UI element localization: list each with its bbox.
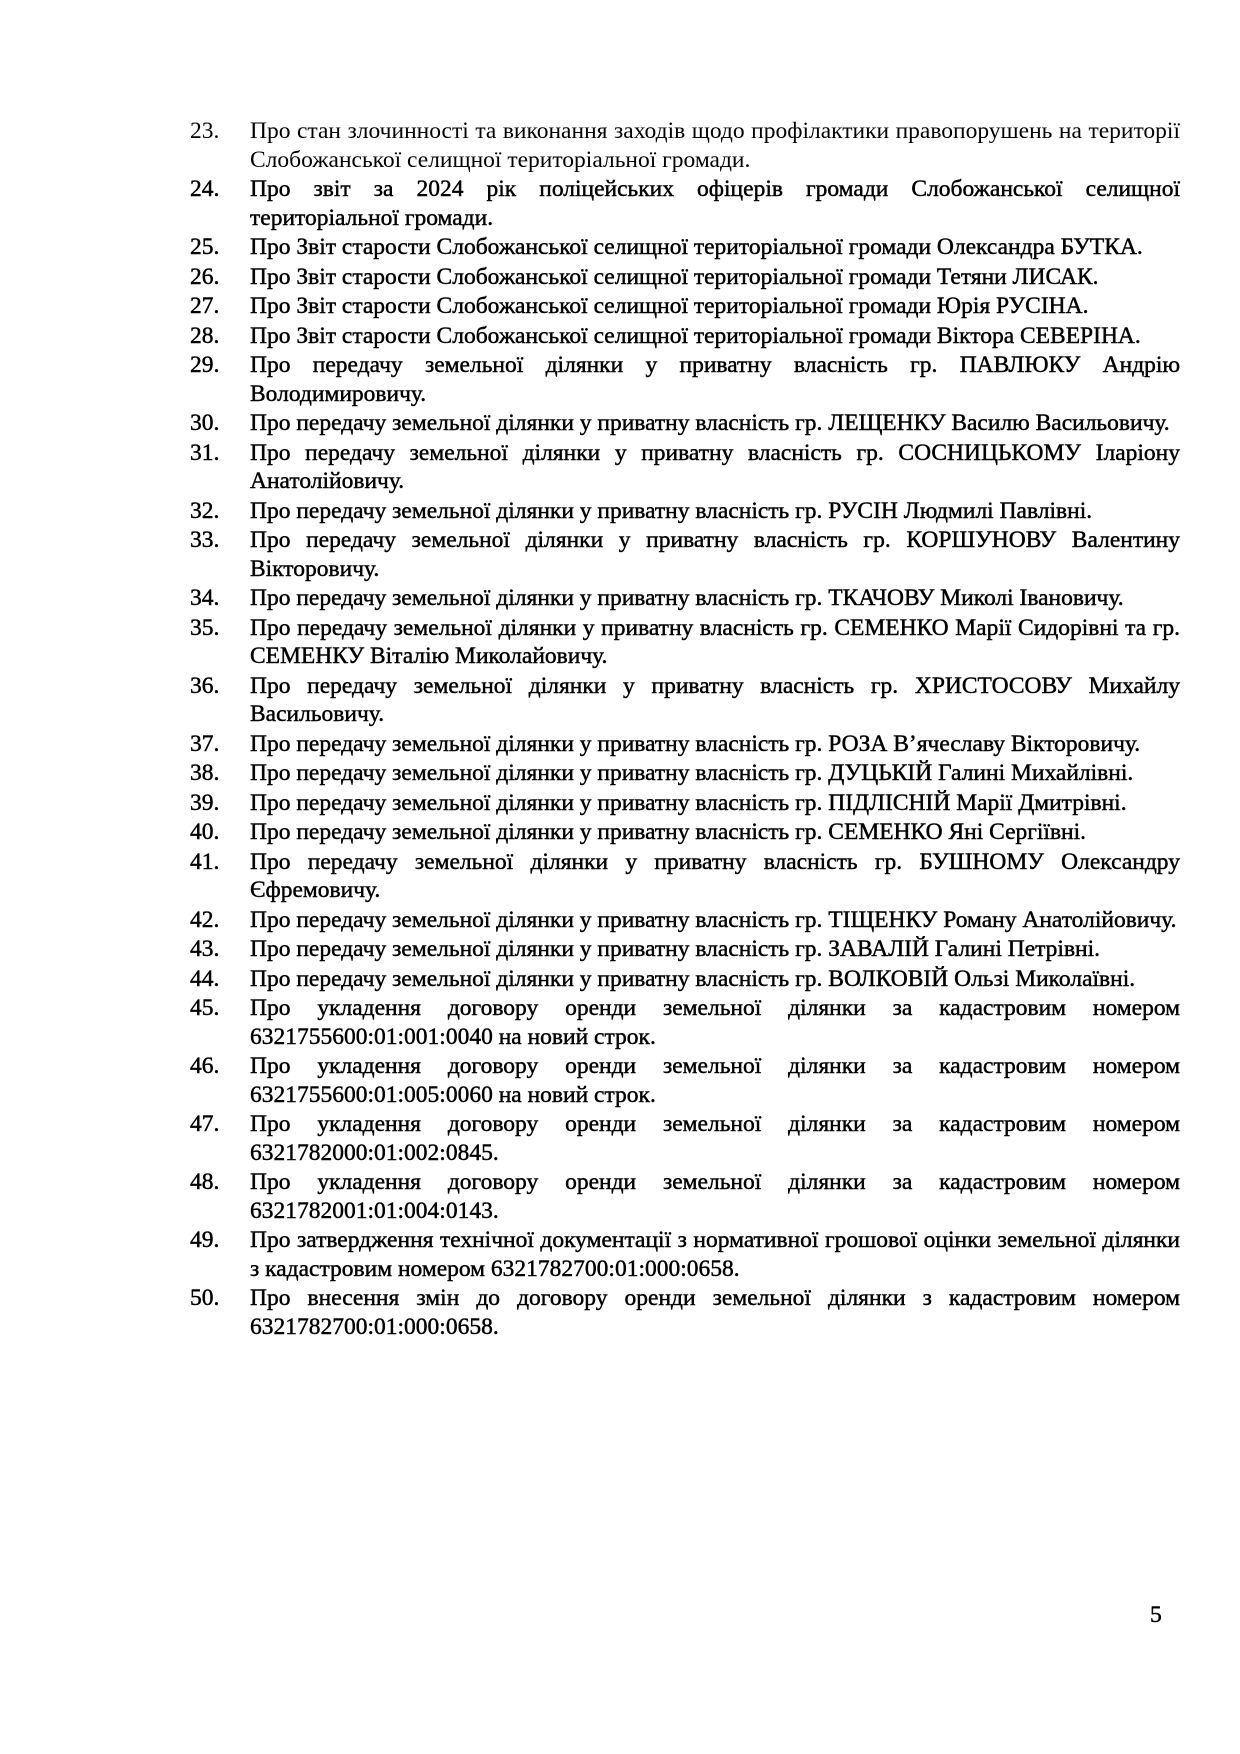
item-text: Про передачу земельної ділянки у приватну власність гр. ЗАВАЛІЙ Галині Петрівні. bbox=[250, 936, 1101, 962]
item-number: 37. bbox=[190, 730, 220, 757]
item-number: 41. bbox=[190, 848, 220, 875]
item-text: Про передачу земельної ділянки у приватну власність гр. ПІДЛІСНІЙ Марії Дмитрівні. bbox=[250, 789, 1127, 816]
item-text: Про передачу земельної ділянки у приватну власність гр. СЕМЕНКО Марії Сидорівні та гр. СЕМЕНКУ Віталію Миколайовичу. bbox=[250, 614, 1180, 669]
agenda-item bbox=[190, 117, 1180, 174]
item-number: 40. bbox=[190, 819, 220, 845]
item-text: Про передачу земельної ділянки у приватну власність гр. ТІЩЕНКУ Роману Анатолійовичу. bbox=[250, 906, 1177, 933]
agenda-item bbox=[190, 292, 1180, 321]
agenda-item bbox=[190, 351, 1180, 408]
item-number: 42. bbox=[190, 906, 220, 933]
item-text: Про стан злочинності та виконання заходів щодо профілактики правопорушень на території Слобожанської селищної територіальної громади. bbox=[250, 118, 1180, 173]
agenda-item bbox=[190, 848, 1180, 905]
item-number: 47. bbox=[190, 1111, 220, 1137]
item-number: 50. bbox=[190, 1285, 220, 1311]
item-text: Про Звіт старости Слобожанської селищної територіальної громади Віктора СЕВЕРІНА. bbox=[250, 322, 1141, 349]
item-number: 31. bbox=[190, 439, 220, 466]
item-text: Про передачу земельної ділянки у приватну власність гр. ЛЕЩЕНКУ Василю Васильовичу. bbox=[250, 410, 1170, 436]
item-number: 34. bbox=[190, 585, 220, 611]
agenda-item bbox=[190, 1110, 1180, 1167]
item-text: Про передачу земельної ділянки у приватну власність гр. СЕМЕНКО Яні Сергіївні. bbox=[250, 819, 1087, 845]
item-number: 29. bbox=[190, 352, 220, 378]
item-number: 43. bbox=[190, 936, 220, 962]
item-text: Про передачу земельної ділянки у приватну власність гр. КОРШУНОВУ Валентину Вікторовичу. bbox=[250, 527, 1180, 582]
item-text: Про передачу земельної ділянки у приватну власність гр. ХРИСТОСОВУ Михайлу Васильовичу. bbox=[250, 672, 1180, 727]
agenda-item bbox=[190, 672, 1180, 729]
agenda-item bbox=[190, 1226, 1180, 1283]
agenda-item bbox=[190, 322, 1180, 351]
item-number: 30. bbox=[190, 410, 220, 436]
agenda-item bbox=[190, 818, 1180, 847]
item-text: Про передачу земельної ділянки у приватну власність гр. РОЗА В’ячеславу Вікторовичу. bbox=[250, 730, 1141, 757]
item-number: 44. bbox=[190, 965, 220, 992]
item-text: Про Звіт старости Слобожанської селищної територіальної громади Тетяни ЛИСАК. bbox=[250, 263, 1099, 290]
agenda-item bbox=[190, 1284, 1180, 1341]
agenda-item bbox=[190, 906, 1180, 935]
item-text: Про передачу земельної ділянки у приватну власність гр. ТКАЧОВУ Миколі Івановичу. bbox=[250, 585, 1124, 611]
item-number: 46. bbox=[190, 1053, 220, 1079]
agenda-item bbox=[190, 526, 1180, 583]
agenda-item bbox=[190, 497, 1180, 526]
agenda-item bbox=[190, 175, 1180, 232]
item-text: Про передачу земельної ділянки у приватну власність гр. ПАВЛЮКУ Андрію Володимировичу. bbox=[250, 352, 1180, 407]
item-text: Про передачу земельної ділянки у приватну власність гр. ВОЛКОВІЙ Ользі Миколаївні. bbox=[250, 965, 1136, 992]
item-text: Про Звіт старости Слобожанської селищної територіальної громади Юрія РУСІНА. bbox=[250, 293, 1089, 319]
item-text: Про укладення договору оренди земельної ділянки за кадастровим номером 6321782000:01:002:0845. bbox=[250, 1111, 1180, 1166]
agenda-item bbox=[190, 759, 1180, 788]
item-number: 25. bbox=[190, 234, 220, 260]
agenda-item bbox=[190, 1168, 1180, 1225]
item-number: 45. bbox=[190, 995, 220, 1021]
item-number: 39. bbox=[190, 789, 220, 816]
agenda-item bbox=[190, 614, 1180, 671]
item-number: 23. bbox=[190, 118, 220, 144]
agenda-item bbox=[190, 233, 1180, 262]
item-number: 33. bbox=[190, 527, 220, 553]
item-number: 49. bbox=[190, 1227, 220, 1253]
agenda-item bbox=[190, 263, 1180, 292]
item-text: Про укладення договору оренди земельної ділянки за кадастровим номером 6321782001:01:004:0143. bbox=[250, 1169, 1180, 1224]
agenda-item bbox=[190, 730, 1180, 759]
agenda-item bbox=[190, 584, 1180, 613]
item-text: Про укладення договору оренди земельної ділянки за кадастровим номером 6321755600:01:005:0060 на новий строк. bbox=[250, 1053, 1180, 1108]
item-text: Про передачу земельної ділянки у приватну власність гр. РУСІН Людмилі Павлівні. bbox=[250, 497, 1093, 524]
item-number: 26. bbox=[190, 263, 220, 290]
item-text: Про внесення змін до договору оренди земельної ділянки з кадастровим номером 6321782700:01:000:0658. bbox=[250, 1285, 1180, 1340]
item-number: 48. bbox=[190, 1169, 220, 1195]
agenda-list bbox=[190, 117, 1180, 1342]
item-text: Про передачу земельної ділянки у приватну власність гр. ДУЦЬКІЙ Галині Михайлівні. bbox=[250, 760, 1134, 786]
item-number: 32. bbox=[190, 497, 220, 524]
agenda-item bbox=[190, 935, 1180, 964]
agenda-item bbox=[190, 439, 1180, 496]
item-number: 28. bbox=[190, 322, 220, 349]
item-text: Про Звіт старости Слобожанської селищної територіальної громади Олександра БУТКА. bbox=[250, 234, 1143, 260]
item-text: Про звіт за 2024 рік поліцейських офіцерів громади Слобожанської селищної територіальної громади. bbox=[250, 176, 1180, 231]
item-text: Про передачу земельної ділянки у приватну власність гр. СОСНИЦЬКОМУ Іларіону Анатолійовичу. bbox=[250, 439, 1180, 494]
agenda-item bbox=[190, 965, 1180, 994]
item-text: Про укладення договору оренди земельної ділянки за кадастровим номером 6321755600:01:001:0040 на новий строк. bbox=[250, 995, 1180, 1050]
item-text: Про передачу земельної ділянки у приватну власність гр. БУШНОМУ Олександру Єфремовичу. bbox=[250, 848, 1180, 903]
item-number: 38. bbox=[190, 760, 220, 786]
item-number: 27. bbox=[190, 293, 220, 319]
item-number: 35. bbox=[190, 614, 220, 641]
agenda-item bbox=[190, 1052, 1180, 1109]
agenda-item bbox=[190, 409, 1180, 438]
agenda-item bbox=[190, 994, 1180, 1051]
item-number: 24. bbox=[190, 176, 220, 202]
agenda-item bbox=[190, 789, 1180, 818]
item-number: 36. bbox=[190, 672, 220, 699]
page-number: 5 bbox=[1150, 1602, 1162, 1628]
item-text: Про затвердження технічної документації з нормативної грошової оцінки земельної ділянки з кадастровим номером 6321782700:01:000:0658. bbox=[250, 1227, 1180, 1282]
